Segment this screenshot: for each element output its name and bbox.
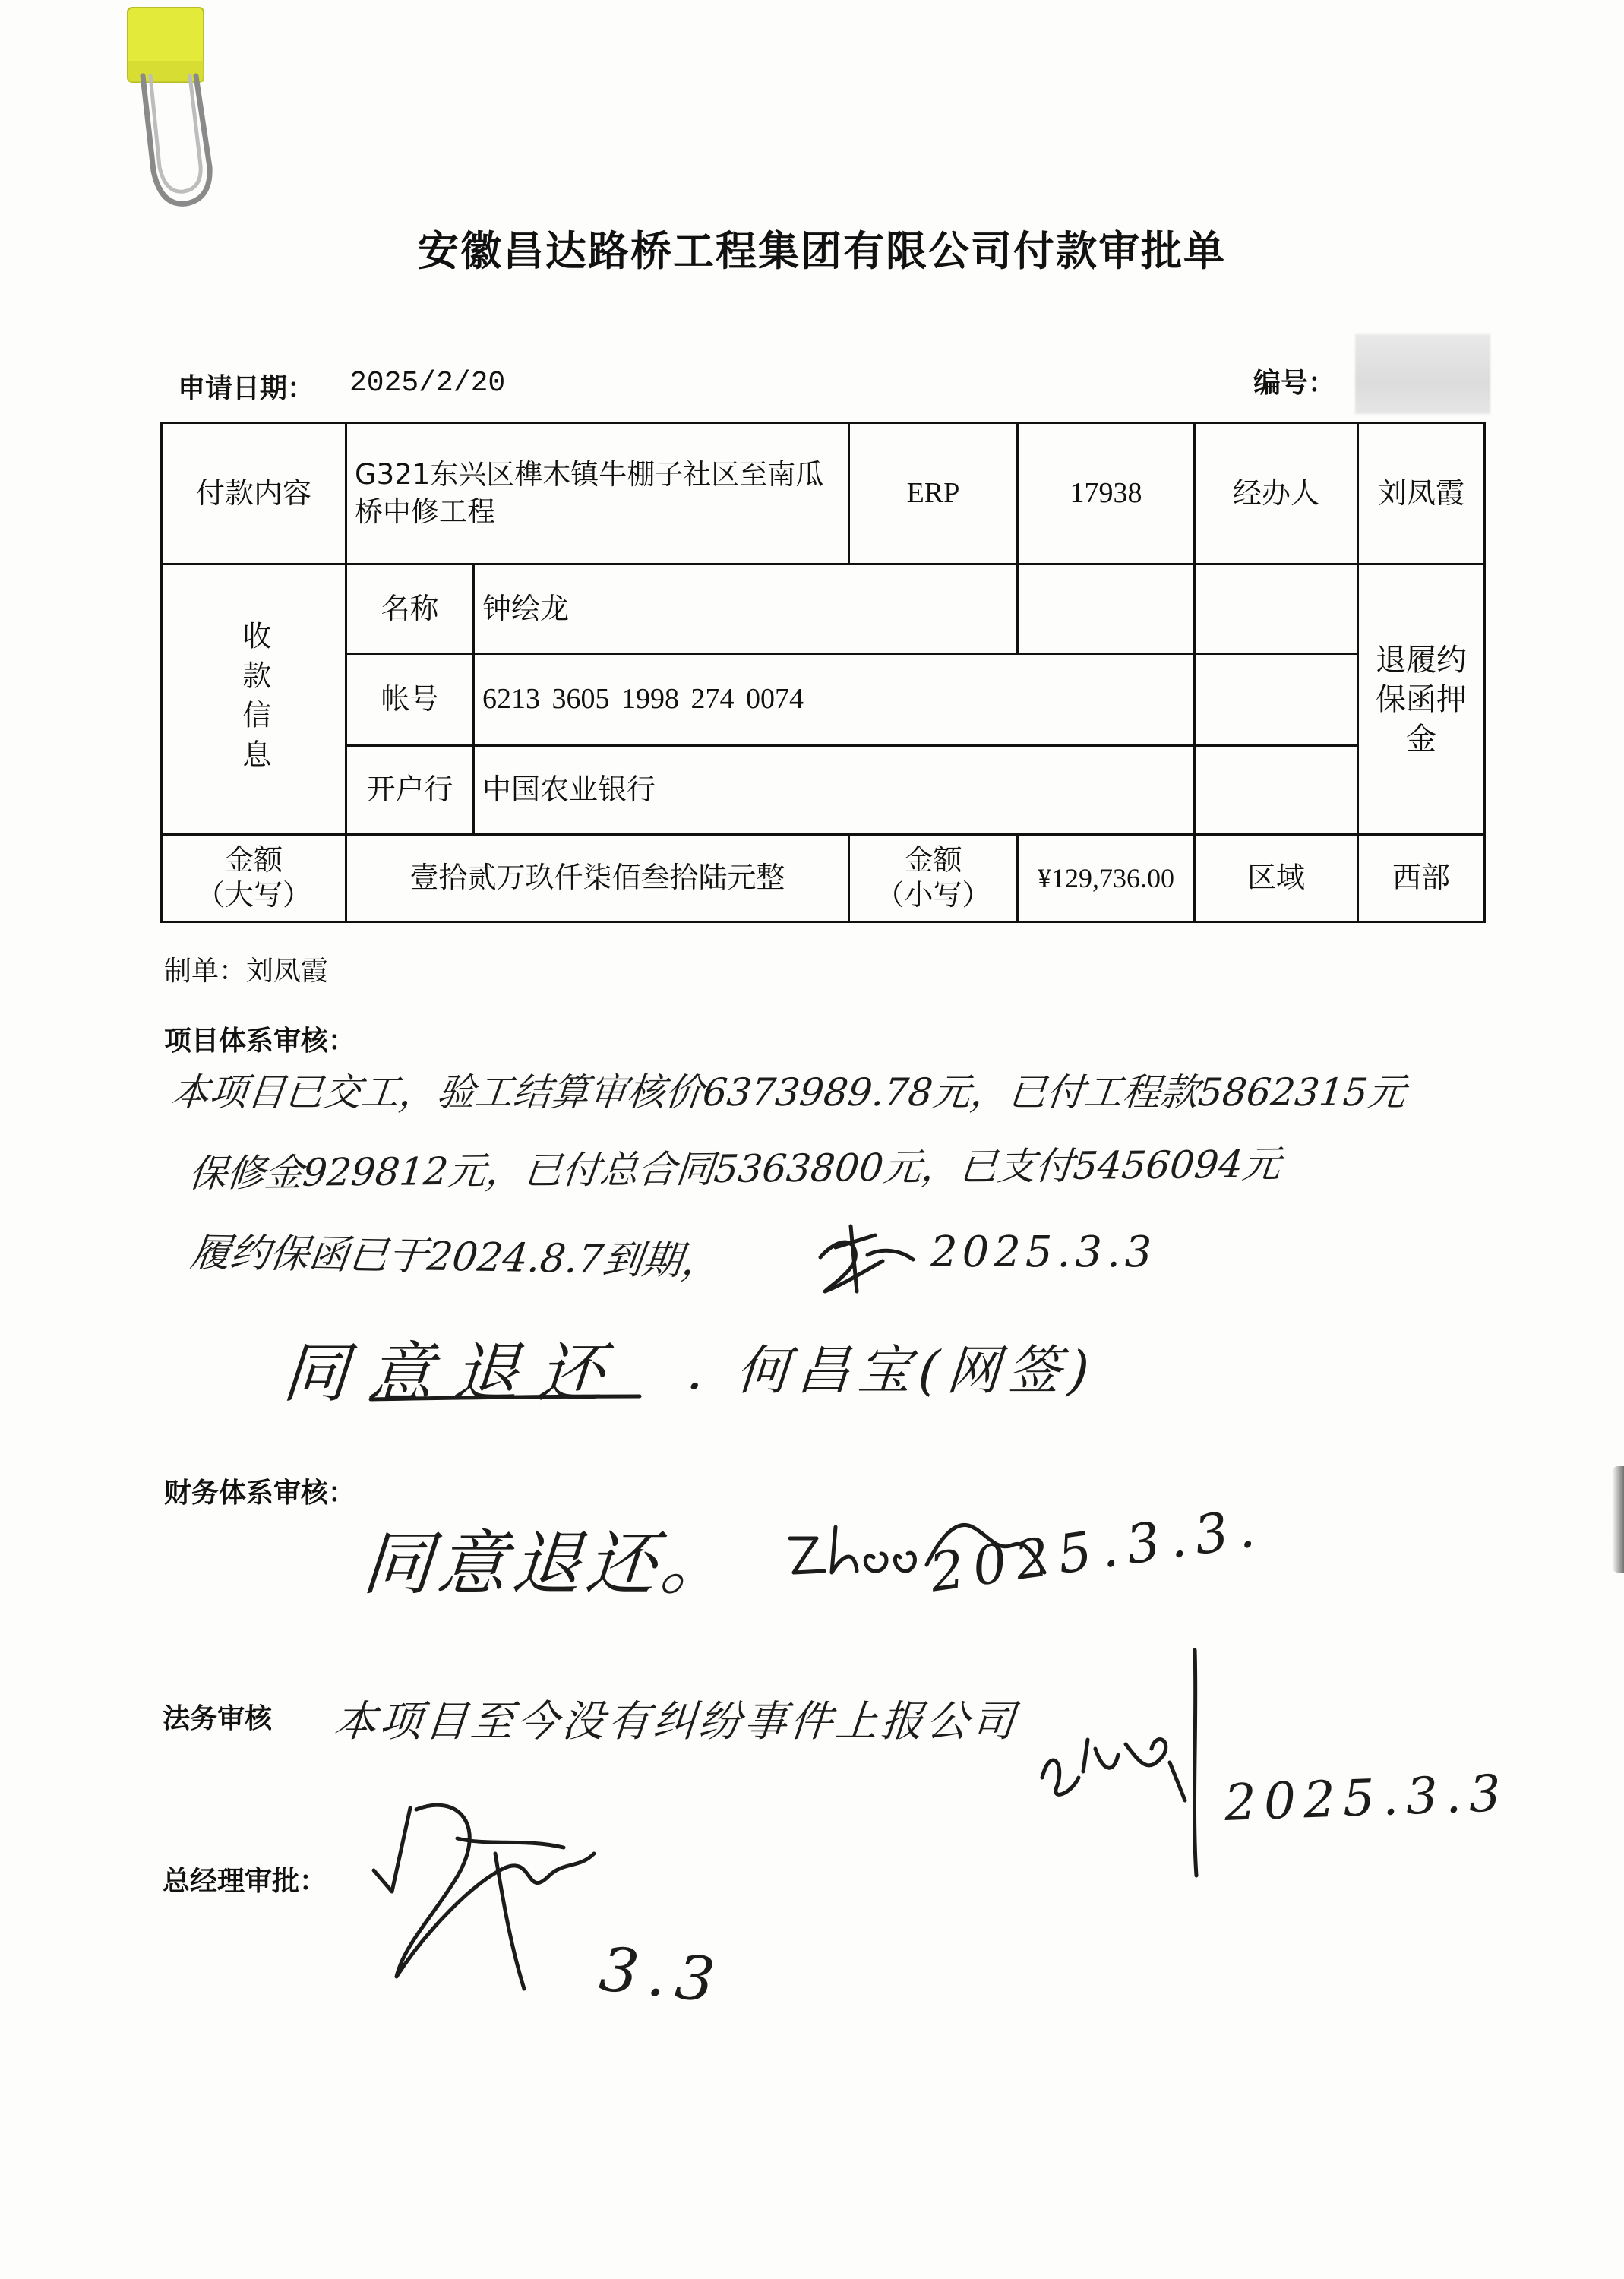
amount-upper-text: 壹拾贰万玖仟柒佰叁拾陆元整 <box>409 861 785 895</box>
amount-lower-label <box>848 833 1016 921</box>
legal-review-comment: 本项目至今没有纠纷事件上报公司 <box>331 1697 1020 1746</box>
apply-date-value: 2025/2/20 <box>349 367 506 400</box>
amount-upper-label-line2: （大写） <box>195 878 311 912</box>
region-label <box>1193 833 1357 921</box>
region-value-text: 西部 <box>1392 861 1450 895</box>
account-label <box>345 653 472 744</box>
handler-label <box>1193 422 1357 563</box>
preparer-name: 刘凤霞 <box>246 956 329 987</box>
amount-lower-value <box>1016 833 1193 921</box>
finance-review-comment: 同意退还。 <box>359 1523 738 1604</box>
finance-review-date: 2025.3.3. <box>926 1495 1268 1604</box>
payment-purpose <box>1357 563 1483 833</box>
gm-approval-date: 3.3 <box>596 1933 728 2017</box>
serial-number-label: 编号： <box>1253 368 1336 399</box>
payment-content-label-text: 付款内容 <box>195 476 311 510</box>
handler-value <box>1357 422 1483 563</box>
payee-info-label <box>160 563 345 833</box>
payee-info-label-text: 收款信息 <box>237 620 271 779</box>
page-edge-shadow <box>1612 1466 1624 1573</box>
project-approval-text: 同意退还 <box>280 1335 626 1411</box>
gm-approval-label: 总经理审批： <box>163 1866 327 1897</box>
legal-review-date: 2025.3.3 <box>1223 1763 1510 1832</box>
payment-purpose-text: 退履约保函押金 <box>1376 642 1467 757</box>
payee-name-text: 钟绘龙 <box>482 591 570 625</box>
amount-upper-label <box>160 833 345 921</box>
amount-lower-label-line2: （小写） <box>875 878 991 912</box>
apply-date-label: 申请日期： <box>178 373 315 404</box>
payee-name-blank-2 <box>1193 563 1357 653</box>
account-number-text: 6213 3605 1998 274 0074 <box>482 683 804 716</box>
finance-review-label: 财务体系审核： <box>164 1478 356 1509</box>
region-label-text: 区域 <box>1246 861 1305 895</box>
form-title: 安徽昌达路桥工程集团有限公司付款审批单 <box>418 227 1226 275</box>
payee-name-label-text: 名称 <box>381 591 439 625</box>
erp-label <box>848 422 1016 563</box>
serial-number-redacted <box>1355 334 1490 414</box>
preparer-label: 制单： <box>164 956 247 987</box>
legal-reviewer-signature <box>1042 1740 1185 1800</box>
amount-upper-label-line1: 金额 <box>224 843 283 877</box>
binder-clip-shade <box>128 61 204 82</box>
binder-clip-wire-inner <box>150 76 201 191</box>
preparer-line <box>164 950 328 988</box>
bank-blank <box>1193 744 1357 833</box>
bank-name-text: 中国农业银行 <box>482 773 656 807</box>
amount-lower-label-line1: 金额 <box>904 843 962 877</box>
bank-label <box>345 744 472 833</box>
erp-value <box>1016 422 1193 563</box>
project-review-label: 项目体系审核： <box>164 1026 356 1057</box>
region-value <box>1357 833 1483 921</box>
payment-content-value <box>345 422 848 563</box>
project-review-line-1: 本项目已交工，验工结算审核价6373989.78元，已付工程款5862315元 <box>169 1070 1408 1114</box>
legal-review-label: 法务审核 <box>163 1703 273 1734</box>
binder-clip <box>114 0 235 220</box>
payee-name-value <box>472 563 1016 653</box>
payment-content-text: G321东兴区榫木镇牛棚子社区至南瓜桥中修工程 <box>355 458 824 528</box>
legal-reviewer-vertical-stroke <box>1194 1650 1196 1876</box>
project-approver-note: . 何昌宝(网签) <box>684 1339 1099 1402</box>
project-review-line-3: 履约保函已于2024.8.7到期， <box>188 1230 725 1285</box>
payee-name-blank-1 <box>1016 563 1193 653</box>
gm-signature <box>374 1805 594 1989</box>
handler-value-text: 刘凤霞 <box>1377 476 1464 510</box>
erp-label-text: ERP <box>906 476 960 509</box>
bank-label-text: 开户行 <box>366 773 453 807</box>
amount-lower-text: ¥129,736.00 <box>1038 862 1174 893</box>
account-label-text: 帐号 <box>381 682 439 716</box>
project-review-date: 2025.3.3 <box>930 1228 1157 1277</box>
payment-content-label <box>160 422 345 563</box>
account-blank <box>1193 653 1357 744</box>
project-reviewer-signature <box>820 1226 913 1291</box>
account-value <box>472 653 1193 744</box>
payee-name-label <box>345 563 472 653</box>
erp-value-text: 17938 <box>1070 476 1142 509</box>
approval-table <box>160 422 1486 923</box>
handler-label-text: 经办人 <box>1232 476 1319 510</box>
bank-value <box>472 744 1193 833</box>
amount-upper-value <box>345 833 848 921</box>
project-review-line-2: 保修金929812元，已付总合同5363800元，已支付5456094元 <box>186 1142 1283 1196</box>
